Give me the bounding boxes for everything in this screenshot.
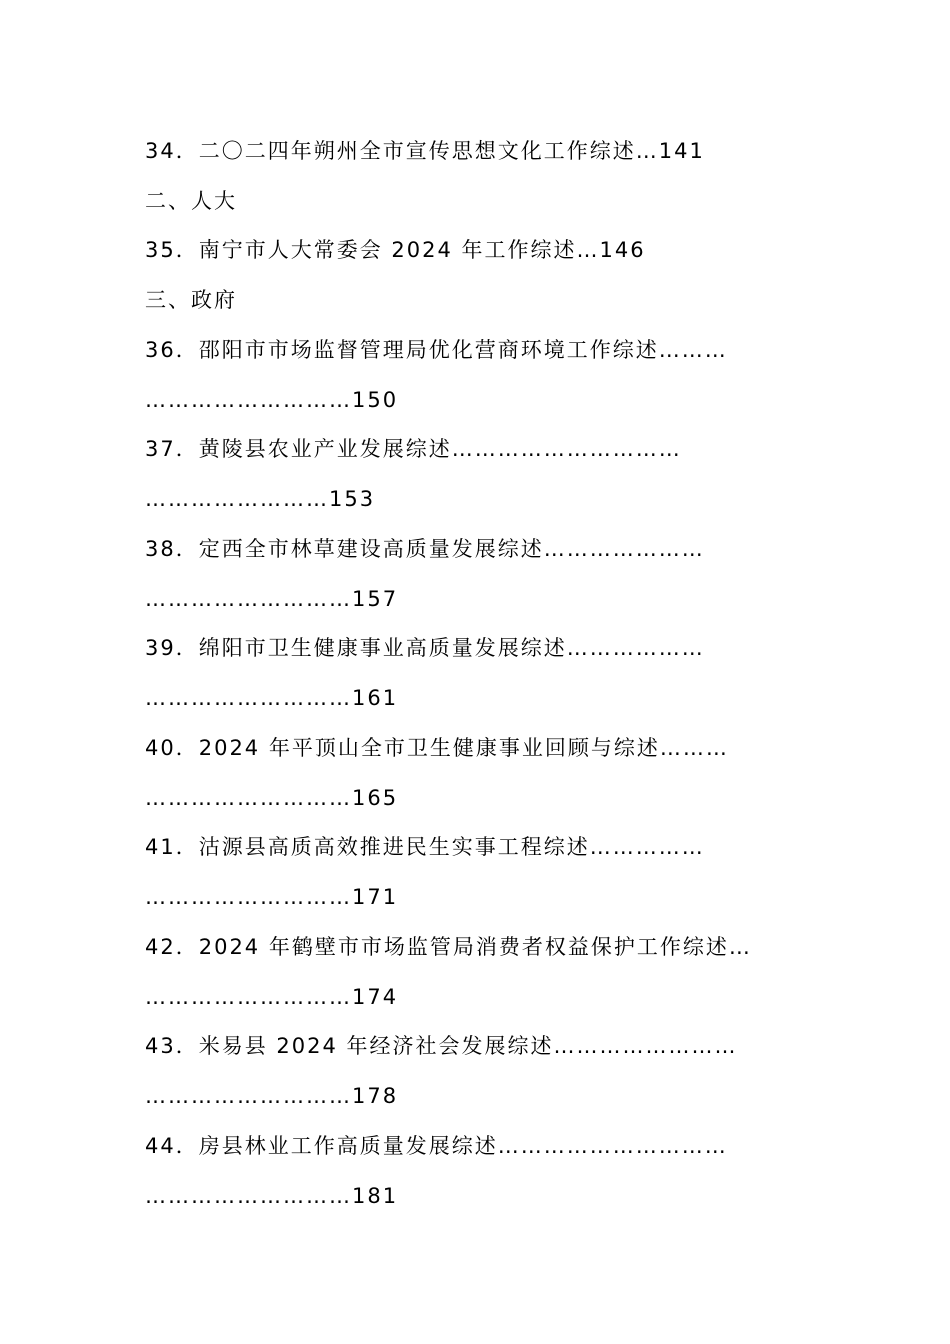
section-heading-zhengfu: 三、政府: [145, 288, 237, 312]
toc-entry-38-page: ………………………157: [145, 587, 399, 611]
toc-entry-43: 43．米易县 2024 年经济社会发展综述……………………: [145, 1034, 738, 1058]
toc-entry-44-page: ………………………181: [145, 1184, 399, 1208]
toc-entry-35: 35．南宁市人大常委会 2024 年工作综述…146: [145, 238, 646, 262]
toc-entry-39: 39．绵阳市卫生健康事业高质量发展综述………………: [145, 636, 705, 660]
toc-entry-41: 41．沽源县高质高效推进民生实事工程综述……………: [145, 835, 705, 859]
toc-entry-41-page: ………………………171: [145, 885, 399, 909]
toc-entry-40-page: ………………………165: [145, 786, 399, 810]
toc-entry-43-page: ………………………178: [145, 1084, 399, 1108]
toc-entry-37: 37．黄陵县农业产业发展综述…………………………: [145, 437, 682, 461]
toc-entry-38: 38．定西全市林草建设高质量发展综述…………………: [145, 537, 705, 561]
toc-entry-39-page: ………………………161: [145, 686, 399, 710]
toc-entry-44: 44．房县林业工作高质量发展综述…………………………: [145, 1134, 728, 1158]
toc-entry-34: 34．二〇二四年朔州全市宣传思想文化工作综述…141: [145, 139, 705, 163]
toc-entry-36-page: ………………………150: [145, 388, 399, 412]
toc-entry-40: 40．2024 年平顶山全市卫生健康事业回顾与综述………: [145, 736, 729, 760]
section-heading-renda: 二、人大: [145, 189, 237, 213]
toc-entry-42: 42．2024 年鹤壁市市场监管局消费者权益保护工作综述…: [145, 935, 752, 959]
toc-entry-37-page: ……………………153: [145, 487, 376, 511]
toc-entry-42-page: ………………………174: [145, 985, 399, 1009]
toc-entry-36: 36．邵阳市市场监督管理局优化营商环境工作综述………: [145, 338, 728, 362]
